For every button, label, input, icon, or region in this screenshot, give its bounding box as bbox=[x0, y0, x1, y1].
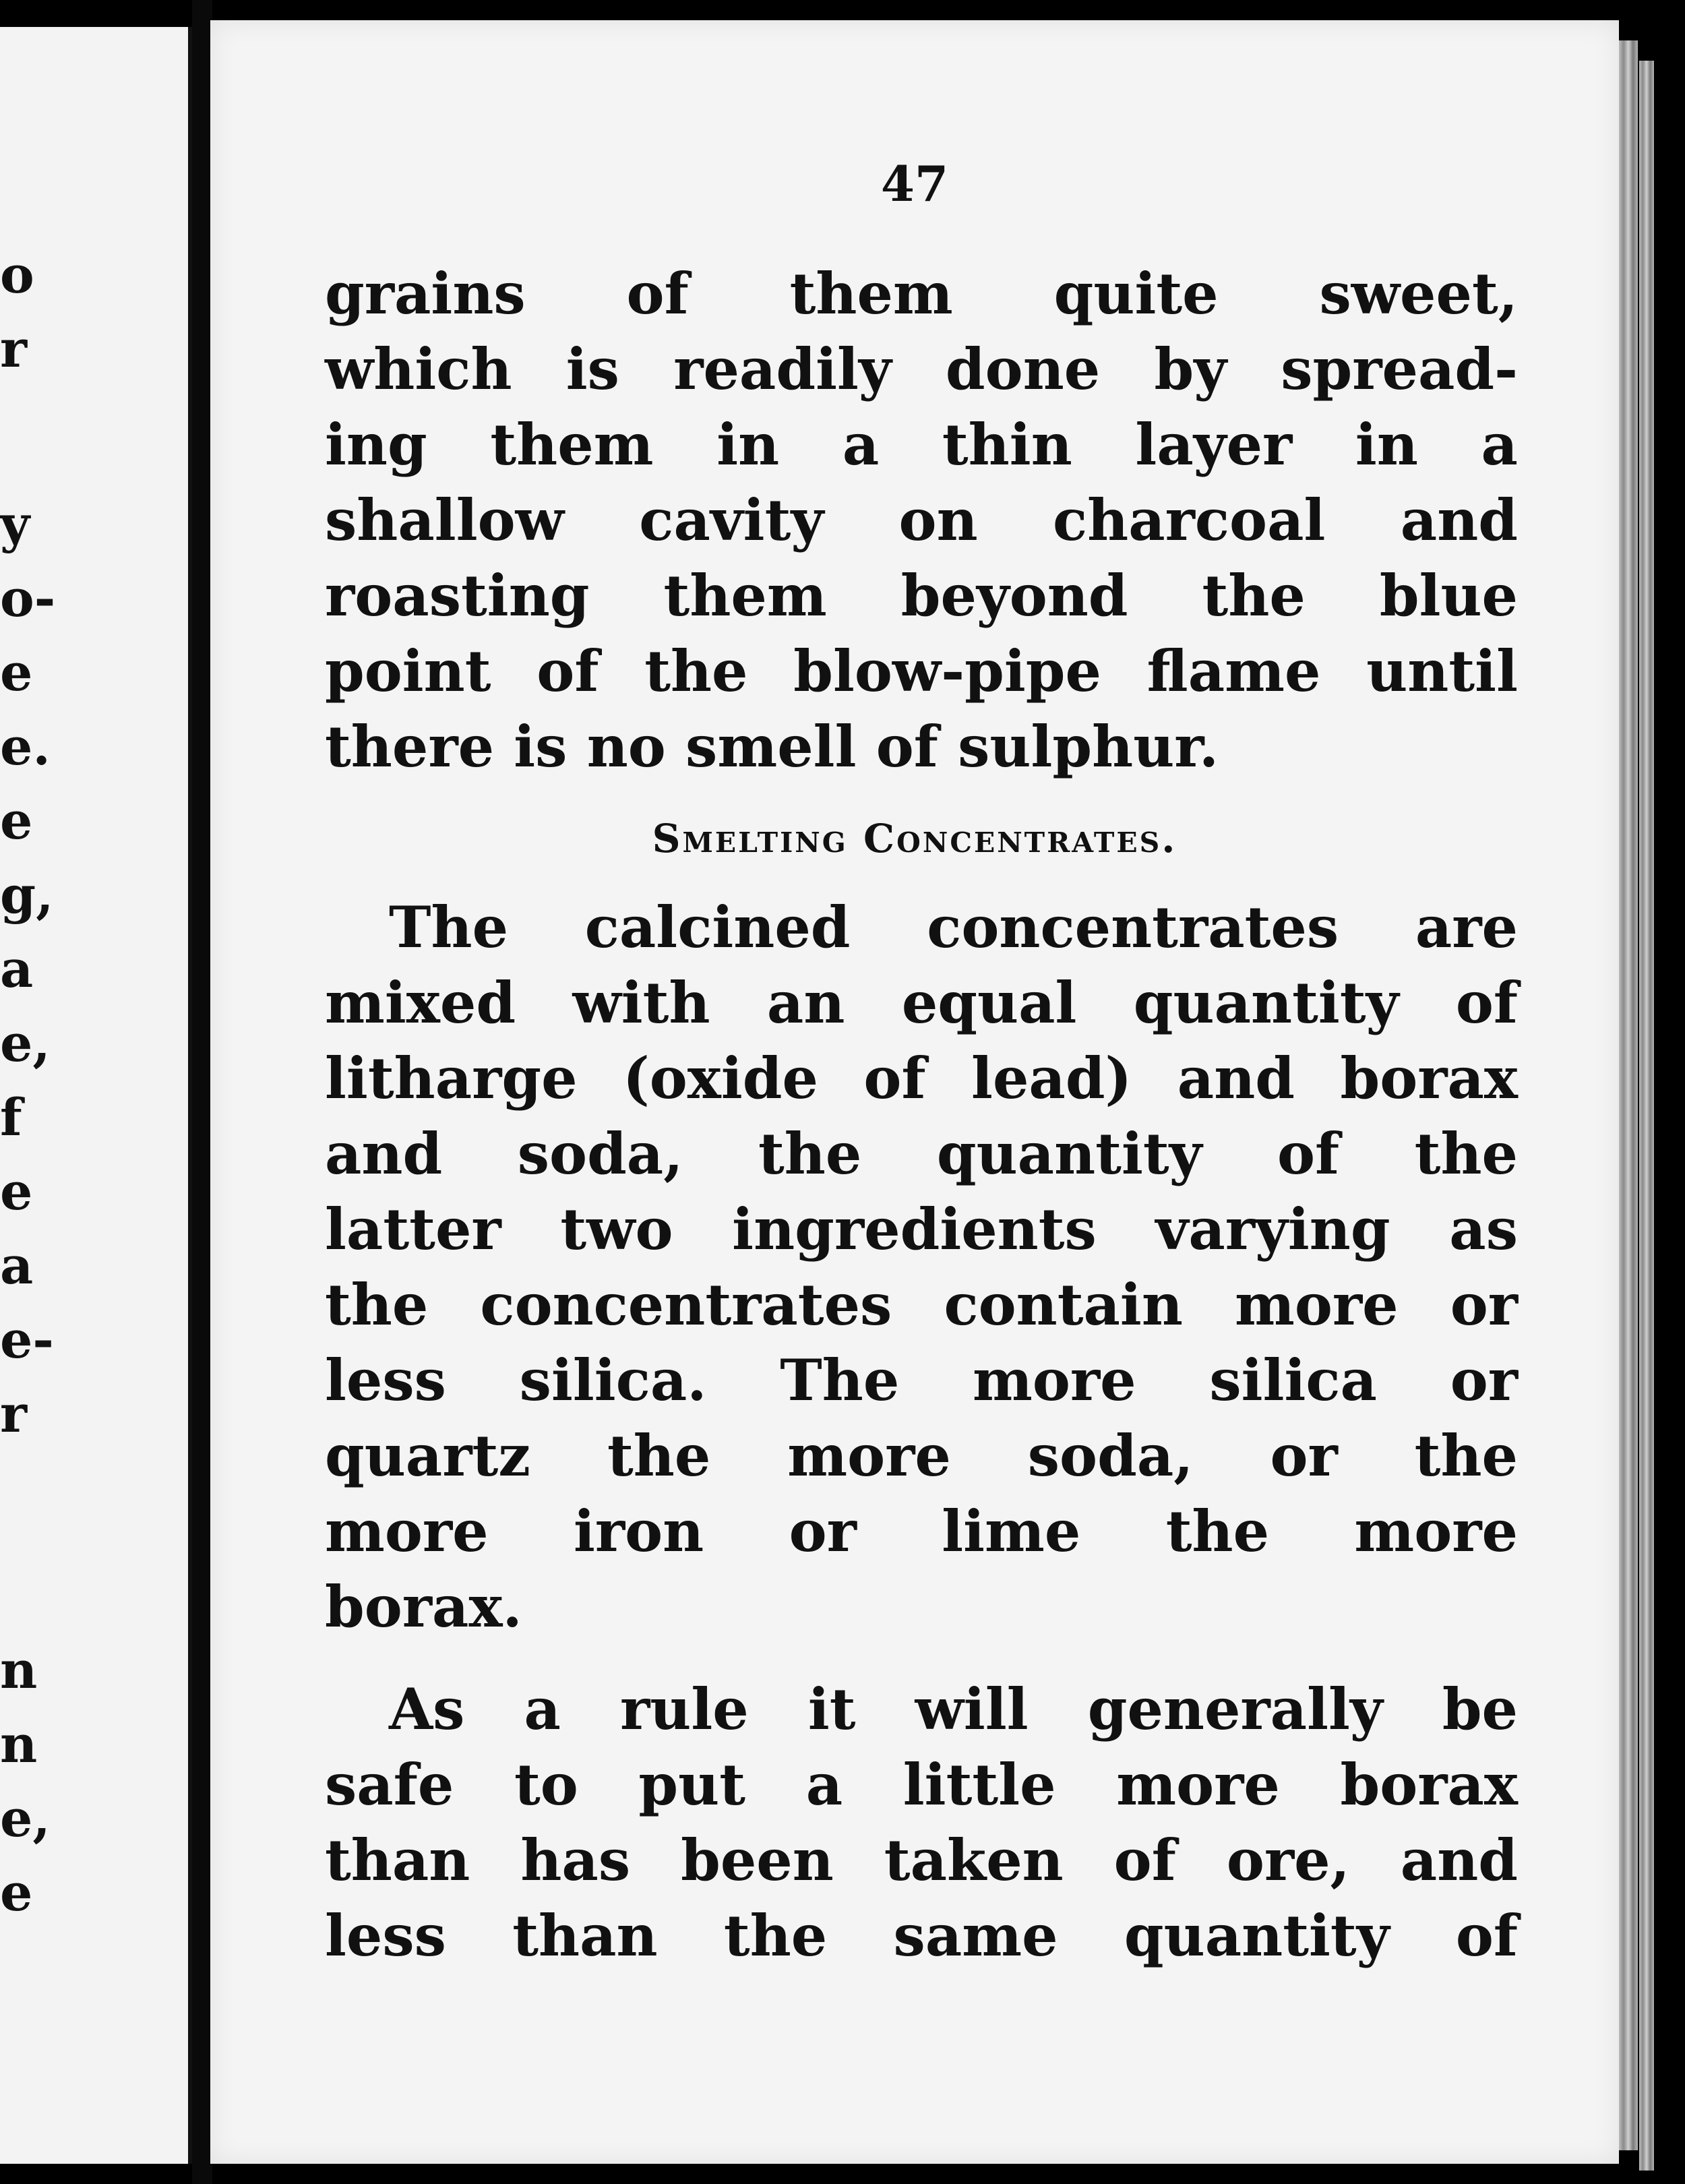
text-line: latter two ingredients varying as bbox=[325, 1196, 1518, 1263]
left-page-fragment: e bbox=[0, 1862, 33, 1922]
left-page-fragment: n bbox=[0, 1714, 38, 1774]
left-page-fragment: e, bbox=[0, 1788, 51, 1848]
text-line: less than the same quantity of bbox=[325, 1902, 1518, 1969]
left-page-fragment: e bbox=[0, 1161, 33, 1221]
left-page-fragment: r bbox=[0, 319, 28, 379]
text-line: less silica. The more silica or bbox=[325, 1347, 1518, 1414]
text-line: quartz the more soda, or the bbox=[325, 1422, 1518, 1489]
text-line: litharge (oxide of lead) and borax bbox=[325, 1045, 1518, 1112]
paragraph-3 bbox=[325, 1672, 1518, 1974]
text-line: roasting them beyond the blue bbox=[325, 562, 1518, 629]
text-line: point of the blow-pipe flame until bbox=[325, 638, 1518, 704]
left-page-fragment: e bbox=[0, 642, 33, 702]
section-heading: Smelting Concentrates. bbox=[652, 816, 1177, 861]
left-page-fragment: f bbox=[0, 1087, 22, 1147]
left-page-fragment: e, bbox=[0, 1013, 51, 1073]
text-line: which is readily done by spread- bbox=[325, 336, 1518, 402]
left-page bbox=[0, 27, 192, 2164]
book-gutter bbox=[192, 0, 212, 2184]
text-line: borax. bbox=[325, 1573, 522, 1640]
text-line: mixed with an equal quantity of bbox=[325, 969, 1518, 1036]
left-page-fragment: e- bbox=[0, 1310, 54, 1370]
left-page-fragment: o- bbox=[0, 568, 56, 628]
paragraph-2 bbox=[325, 890, 1518, 1645]
text-line: there is no smell of sulphur. bbox=[325, 713, 1219, 780]
text-line: and soda, the quantity of the bbox=[325, 1120, 1518, 1187]
left-page-fragment: a bbox=[0, 939, 34, 999]
text-line: safe to put a little more borax bbox=[325, 1751, 1518, 1818]
text-line: The calcined concentrates are bbox=[389, 894, 1518, 961]
page-edge bbox=[1639, 61, 1654, 2171]
text-line: more iron or lime the more bbox=[325, 1498, 1518, 1565]
page-edge bbox=[1619, 40, 1638, 2150]
left-page-fragment: e bbox=[0, 791, 33, 851]
page-number: 47 bbox=[880, 155, 949, 212]
text-line: As a rule it will generally be bbox=[389, 1676, 1518, 1742]
left-page-fragment: y bbox=[0, 494, 30, 554]
left-page-fragment: e. bbox=[0, 717, 51, 777]
left-page-fragment: r bbox=[0, 1384, 28, 1444]
paragraph-1 bbox=[325, 256, 1518, 785]
text-line: ing them in a thin layer in a bbox=[325, 411, 1518, 478]
text-line: than has been taken of ore, and bbox=[325, 1827, 1518, 1893]
right-page bbox=[210, 20, 1619, 2164]
text-line: grains of them quite sweet, bbox=[325, 260, 1518, 327]
left-page-fragment: a bbox=[0, 1236, 34, 1296]
left-page-fragment: g, bbox=[0, 865, 54, 925]
text-line: the concentrates contain more or bbox=[325, 1271, 1518, 1338]
text-line: shallow cavity on charcoal and bbox=[325, 487, 1518, 553]
left-page-fragment: o bbox=[0, 245, 34, 305]
left-page-fragment: n bbox=[0, 1640, 38, 1700]
